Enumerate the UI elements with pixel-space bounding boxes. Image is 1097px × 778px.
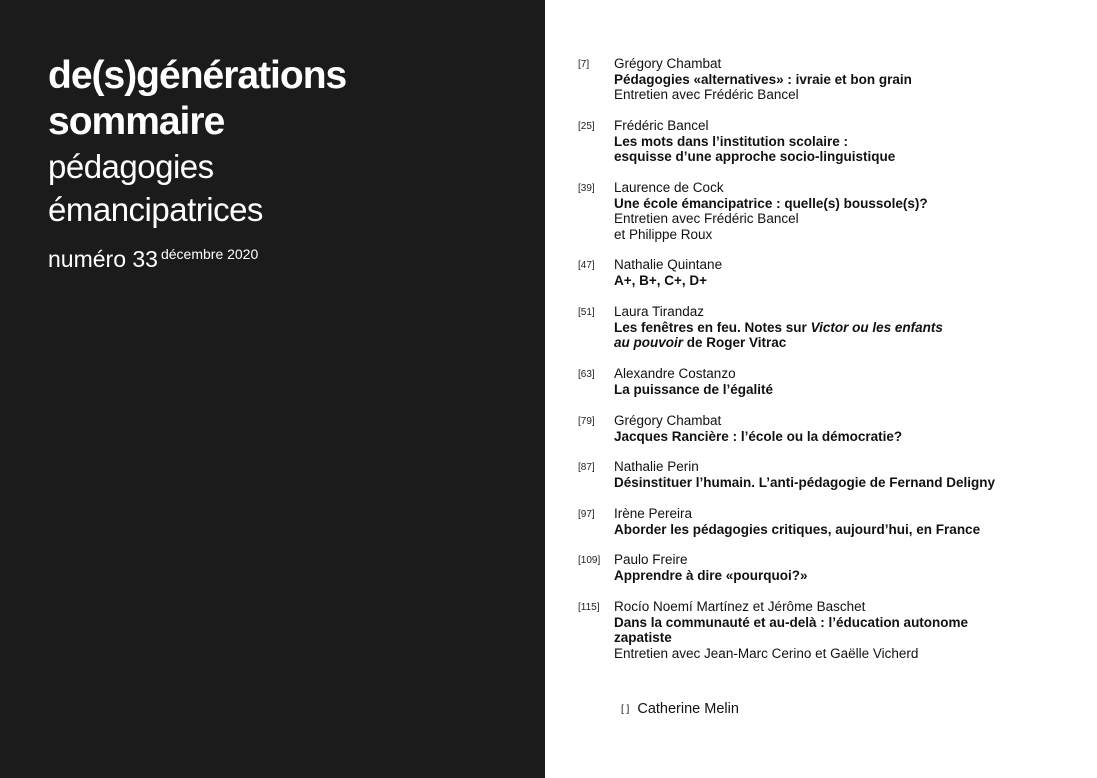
entry-title: Les mots dans l’institution scolaire : [614,133,849,149]
entry-author: Grégory Chambat [614,413,722,428]
toc-entry [578,118,1074,165]
entry-author: Frédéric Bancel [614,118,709,133]
table-of-contents [545,0,1097,778]
entry-author: Paulo Freire [614,552,688,567]
theme-line-1: pédagogies [48,148,214,185]
entry-author: Nathalie Perin [614,459,699,474]
entry-title: Pédagogies «alternatives» : ivraie et bon grain [614,71,912,87]
toc-entry [578,56,1074,103]
entry-title: A+, B+, C+, D+ [614,272,708,288]
entry-title: esquisse d’une approche socio-linguistique [614,149,896,164]
entry-author: Laura Tirandaz [614,304,705,319]
cover-panel [0,0,545,778]
entry-title [614,335,1074,351]
toc-entry [578,413,1074,444]
page-number: [87] [578,462,595,473]
title-part-italic: au pouvoir [614,335,684,350]
entry-note: et Philippe Roux [614,226,713,242]
contents-heading: sommaire [48,100,225,143]
page-number: [ ] [621,704,630,715]
page-number: [47] [578,260,595,271]
artist-name: Catherine Melin [637,701,739,717]
entry-author: Grégory Chambat [614,56,722,71]
title-part: de Roger Vitrac [683,335,787,350]
issue-info [48,240,258,273]
page-number: [7] [578,59,590,70]
entry-title [614,320,1074,336]
title-part-italic: Victor ou les enfants [810,319,943,335]
entry-title: Une école émancipatrice : quelle(s) boussole(s)? [614,195,928,211]
entry-title: La puissance de l’égalité [614,381,774,397]
entry-note: Entretien avec Jean-Marc Cerino et Gaëlle Vicherd [614,645,919,661]
entry-title: Apprendre à dire «pourquoi?» [614,567,808,583]
page-number: [63] [578,369,595,380]
title-part: Les fenêtres en feu. Notes sur [614,319,811,335]
toc-entry [578,552,1074,583]
page-number: [25] [578,121,595,132]
journal-title: de(s)générations [48,54,347,97]
entry-title: zapatiste [614,630,672,645]
page-number: [51] [578,307,595,318]
toc-entry [578,459,1074,490]
toc-entry [578,180,1074,242]
toc-entry [578,506,1074,537]
issue-number: numéro 33 [48,246,158,272]
toc-entry [578,366,1074,397]
toc-entry [578,599,1074,661]
entry-note: Entretien avec Frédéric Bancel [614,211,799,226]
entry-author: Alexandre Costanzo [614,366,736,381]
entry-author: Irène Pereira [614,506,693,521]
entry-author: Laurence de Cock [614,180,724,195]
page-number: [39] [578,183,595,194]
page-number: [115] [578,602,600,613]
toc-entry [578,257,1074,288]
page-number: [79] [578,416,595,427]
page-number: [109] [578,555,601,566]
entry-title: Aborder les pédagogies critiques, aujourd’hui, en France [614,521,981,537]
page-number: [97] [578,509,595,520]
entry-title: Dans la communauté et au-delà : l’éducation autonome [614,614,969,630]
entry-note: Entretien avec Frédéric Bancel [614,87,799,102]
entry-title: Jacques Rancière : l’école ou la démocratie? [614,428,903,444]
theme-line-2: émancipatrices [48,191,263,228]
artist-credit [621,701,739,718]
toc-entry [578,304,1074,351]
entry-author: Nathalie Quintane [614,257,723,272]
entry-title: Désinstituer l’humain. L’anti-pédagogie de Fernand Deligny [614,474,996,490]
entry-author: Rocío Noemí Martínez et Jérôme Baschet [614,599,866,614]
issue-date: décembre 2020 [160,246,259,262]
